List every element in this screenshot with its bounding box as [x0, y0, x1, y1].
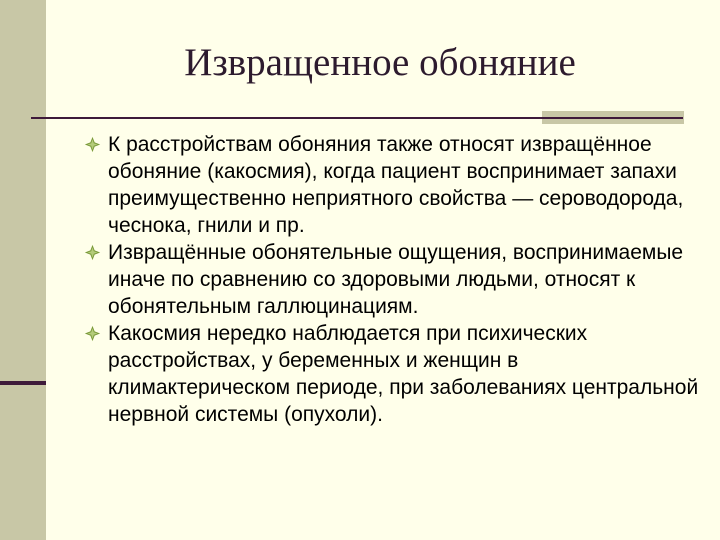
left-band-accent-line [0, 381, 46, 385]
bullet-item [86, 239, 706, 320]
bullet-list [86, 131, 706, 428]
bullet-text: Извращённые обонятельные ощущения, воспринимаемые иначе по сравнению со здоровыми людьми, относят к обонятельным галлюцинациям. [108, 241, 684, 318]
title-divider-line [31, 117, 683, 119]
bullet-text: Какосмия нередко наблюдается при психических расстройствах, у беременных и женщин в климактерическом периоде, при заболеваниях центральной нервной системы (опухоли). [108, 322, 699, 426]
diamond-bullet-icon [84, 325, 101, 342]
left-decorative-band [0, 0, 46, 540]
bullet-text: К расстройствам обоняния также относят извращённое обоняние (какосмия), когда пациент воспринимает запахи преимущественно неприятного свойства — сероводорода, чеснока, гнили и пр. [108, 133, 684, 237]
bullet-item [86, 131, 706, 239]
bullet-item [86, 320, 706, 428]
diamond-bullet-icon [84, 244, 101, 261]
slide-title: Извращенное обоняние [184, 41, 576, 84]
diamond-bullet-icon [84, 136, 101, 153]
